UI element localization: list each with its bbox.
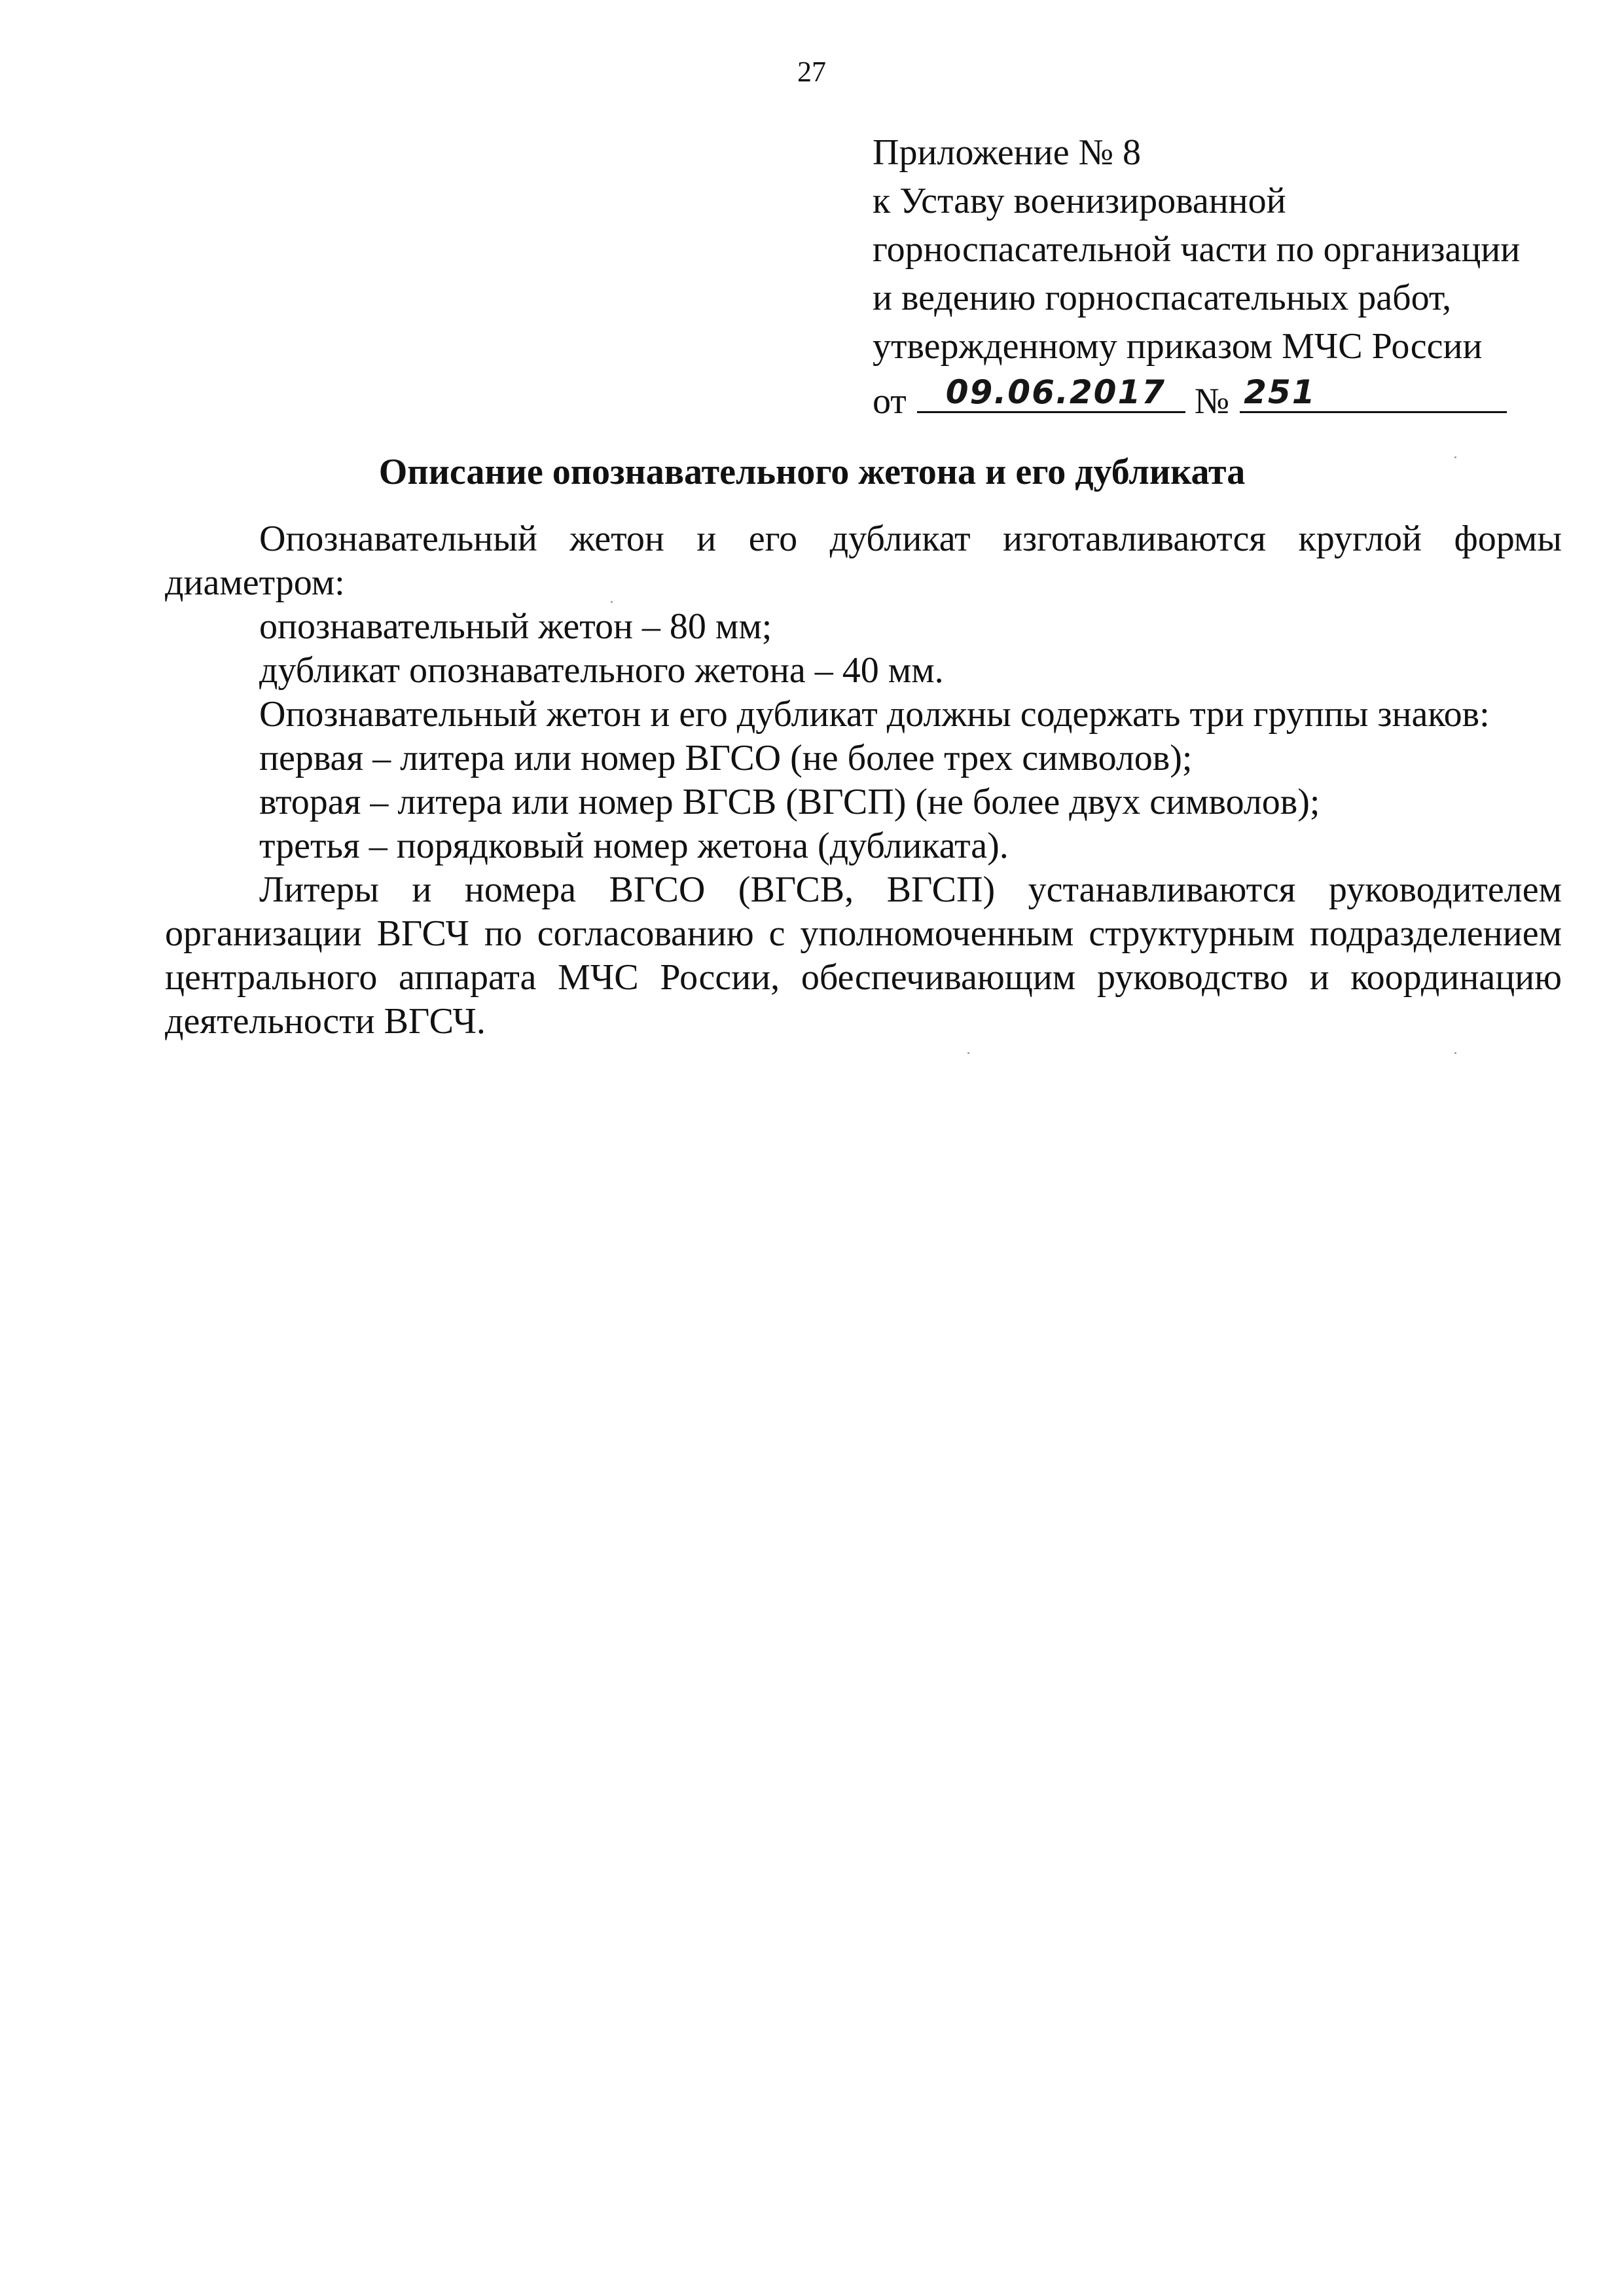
appendix-line: и ведению горноспасательных работ, <box>873 278 1452 318</box>
order-number-field <box>1240 371 1507 413</box>
order-prefix: от <box>873 381 907 422</box>
appendix-line: горноспасательной части по организации <box>873 229 1521 270</box>
list-item: третья – порядковый номер жетона (дубликата). <box>259 826 1009 866</box>
scan-speck <box>967 1052 969 1054</box>
scan-speck <box>1454 456 1456 458</box>
handwritten-order-number: 251 <box>1244 373 1316 411</box>
paragraph-diameter: Опознавательный жетон и его дубликат изготавливаются круглой формы диаметром: <box>165 519 1562 603</box>
scan-speck <box>1454 1052 1456 1054</box>
appendix-line: к Уставу военизированной <box>873 181 1286 221</box>
paragraph-sign-groups: Опознавательный жетон и его дубликат должны содержать три группы знаков: <box>259 694 1490 735</box>
order-reference <box>873 371 1579 426</box>
document-body <box>165 517 1562 1044</box>
scan-speck <box>611 601 613 603</box>
list-item: дубликат опознавательного жетона – 40 мм. <box>259 650 944 691</box>
list-item: опознавательный жетон – 80 мм; <box>259 606 772 647</box>
list-item: вторая – литера или номер ВГСВ (ВГСП) (не более двух символов); <box>259 782 1320 822</box>
page-number: 27 <box>797 56 826 88</box>
appendix-line: Приложение № 8 <box>873 132 1141 173</box>
paragraph-letters-numbers: Литеры и номера ВГСО (ВГСВ, ВГСП) устанавливаются руководителем организации ВГСЧ по согласованию с уполномоченным структурным подразделением центрального аппарата МЧС России, обеспечивающим руководство и координацию деятельности ВГСЧ. <box>165 869 1562 1042</box>
handwritten-order-date: 09.06.2017 <box>945 373 1166 411</box>
order-date-field <box>917 371 1185 413</box>
list-item: первая – литера или номер ВГСО (не более трех символов); <box>259 738 1193 778</box>
document-title: Описание опознавательного жетона и его дубликата <box>378 452 1246 492</box>
appendix-header <box>873 128 1579 426</box>
number-sign: № <box>1194 381 1230 422</box>
appendix-line: утвержденному приказом МЧС России <box>873 326 1483 367</box>
